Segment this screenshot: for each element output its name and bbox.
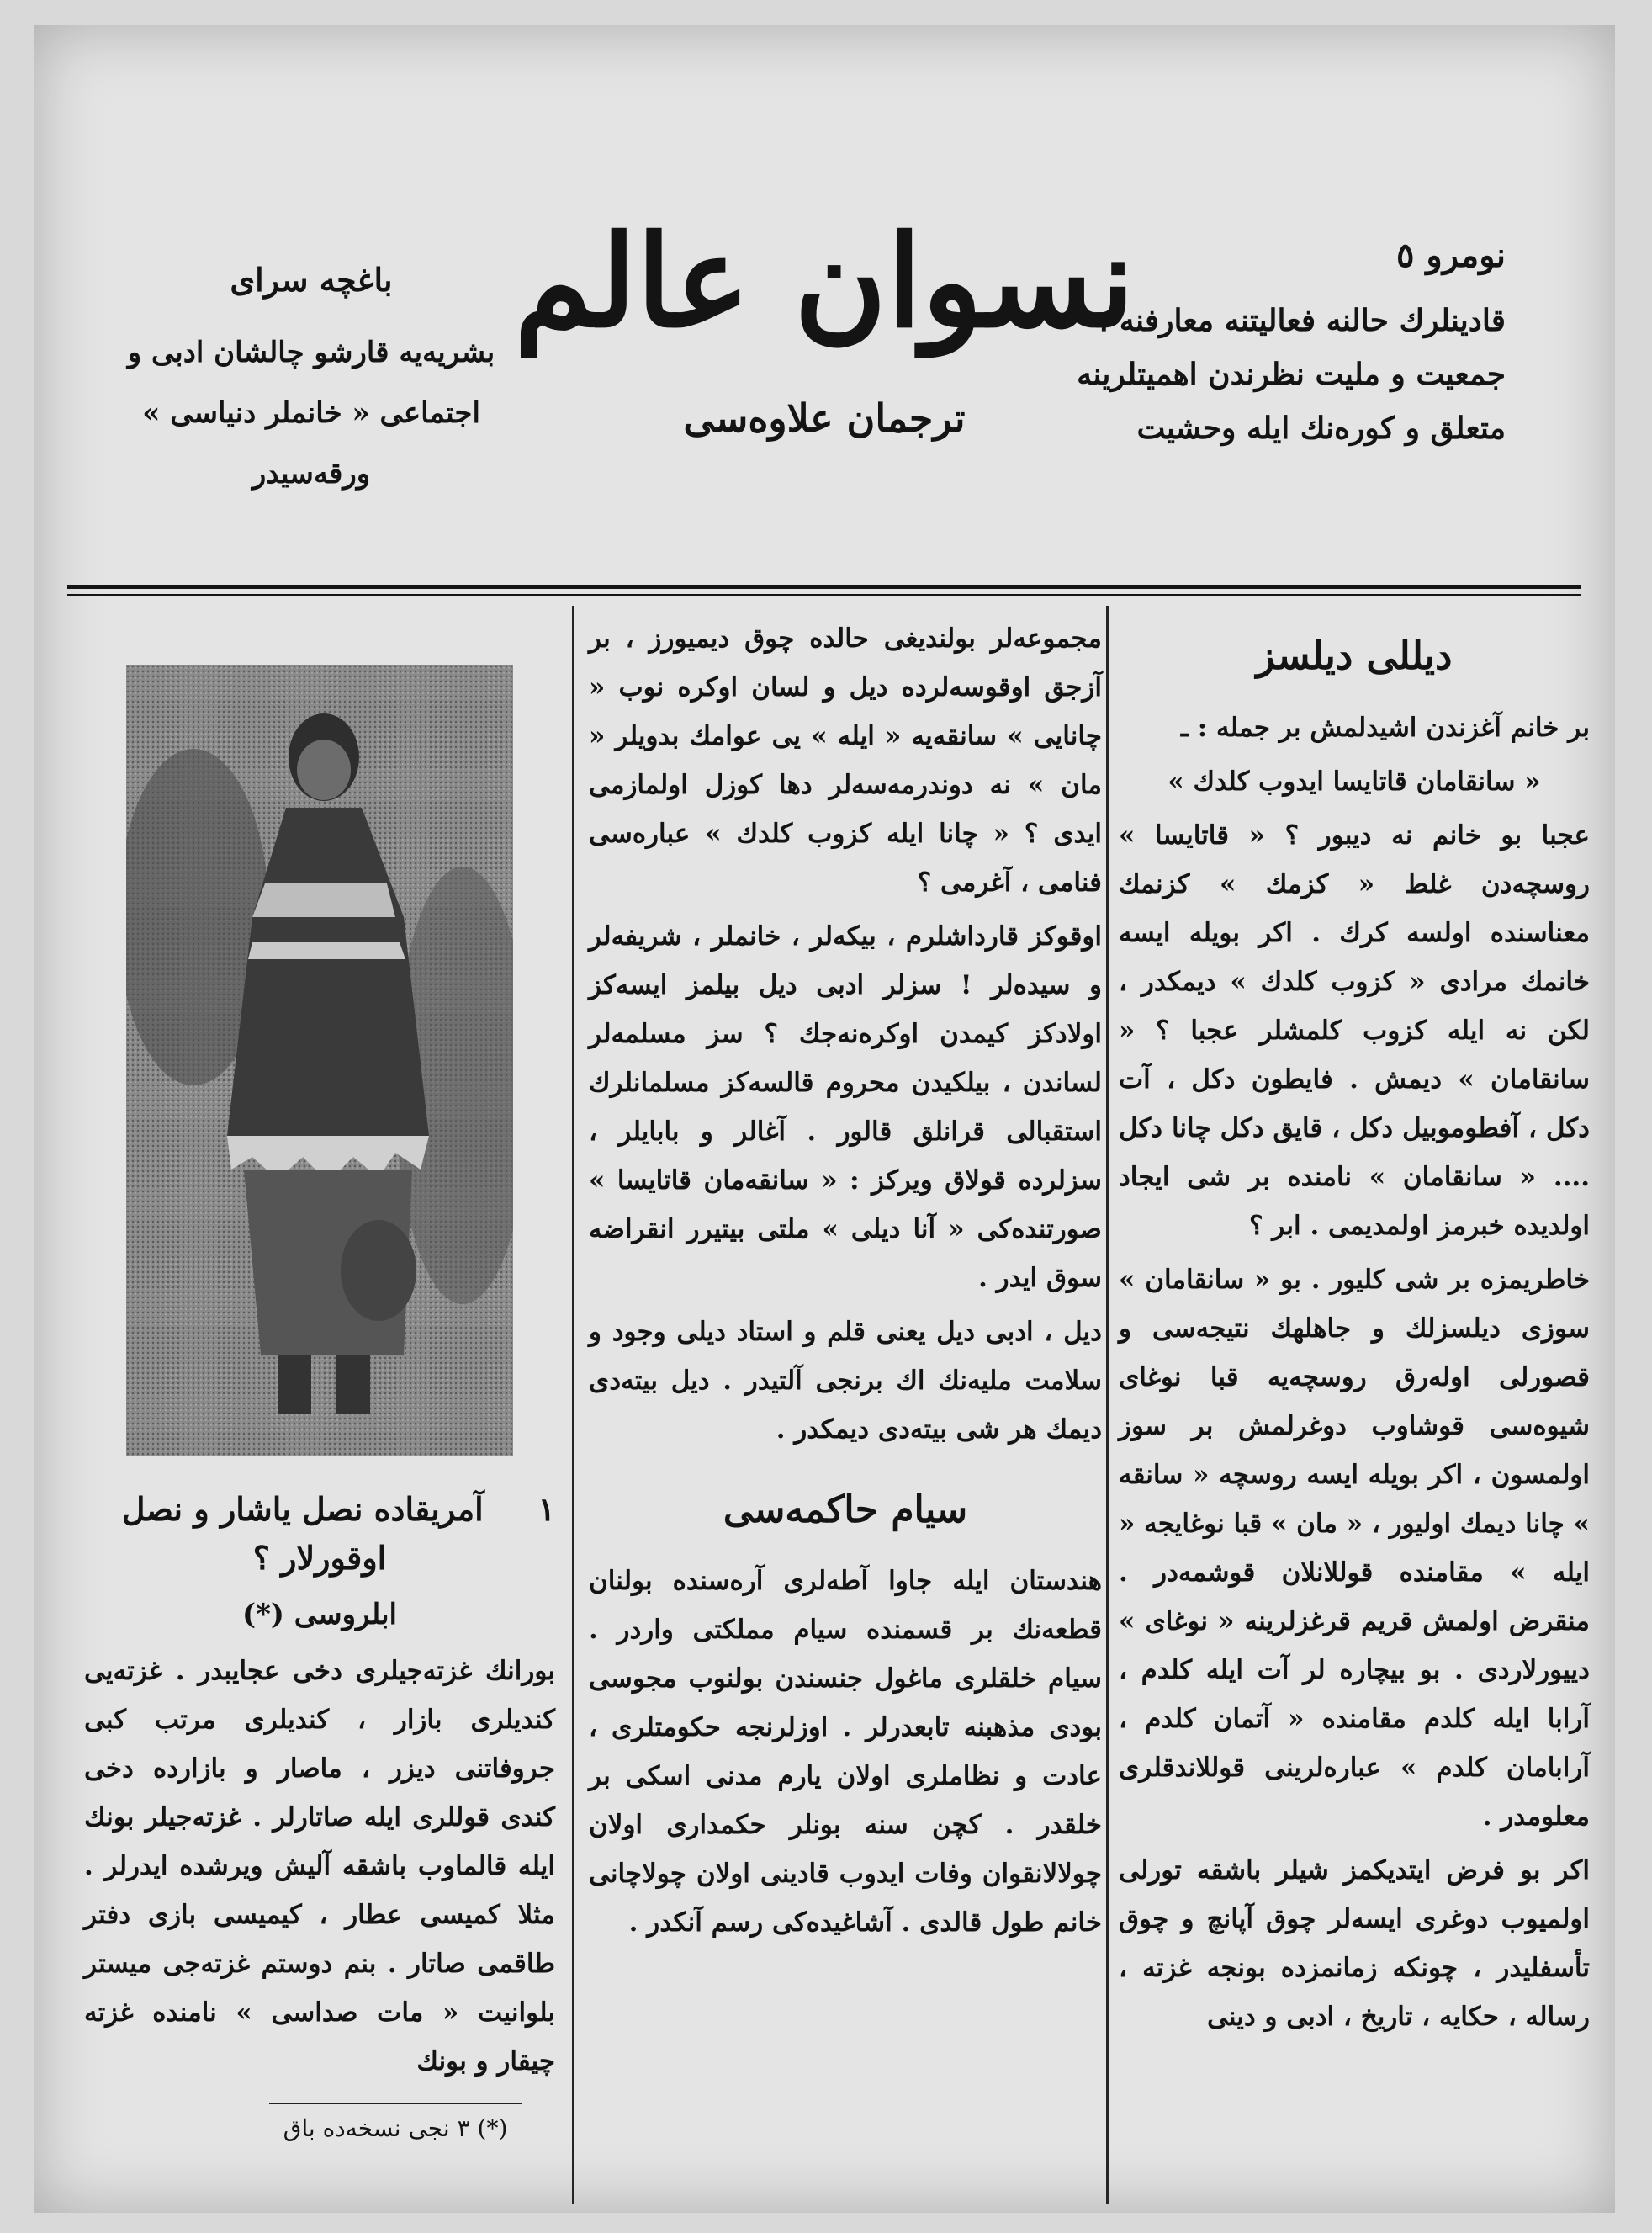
right-column bbox=[1119, 614, 1590, 2046]
article-paragraph: اوقوكز قارداشلرم ، بیكه‌لر ، خانملر ، شریفه‌لر و سیده‌لر ! سزلر ادبی دیل بیلمز ایسه‌كز اولادكز كیمدن اوكره‌نه‌جك ؟ سز مسلمه‌لر لساندن ، بیلكیدن محروم قالسه‌كز مسلمانلرك استقبالی قرانلق قالور . آغالر و بابایلر ، سزلرده قولاق ویركز : « سانقه‌مان قاتایسا » صورتنده‌كی « آنا دیلی » ملتی بیتیرر انقراضه سوق ایدر . bbox=[589, 921, 1102, 1293]
newspaper-page bbox=[34, 25, 1615, 2213]
publisher-line: اجتماعی « خانملر دنیاسی » bbox=[142, 396, 480, 430]
article-quote: « سانقامان قاتایسا ایدوب كلدك » bbox=[1168, 766, 1541, 797]
masthead-rule-thin bbox=[67, 594, 1581, 596]
middle-column bbox=[589, 614, 1102, 1952]
issue-number: نومرو ٥ bbox=[1395, 236, 1506, 275]
footnote: (*) ٣ نجی نسخه‌ده باق bbox=[269, 2103, 522, 2142]
article-paragraph: هندستان ایله جاوا آطه‌لری آره‌سنده بولنان قطعه‌نك بر قسمنده سیام مملكتی واردر . سیام خلقلری ماغول جنسندن بولنوب مجوسی بودی مذهبنه تابعدرلر . اوزلرنجه حكومتلری ، عادت و نظاملری اولان یارم مدنی اسكی بر خلقدر . كچن سنه بونلر حكمداری اولان چولالانقوان وفات ایدوب قادینی اولان چولاچانی خانم طول قالدی . آشاغیده‌كی رسم آنكدر . bbox=[589, 1566, 1102, 1938]
issue-line: جمعیت و ملیت نظرندن اهمیتلرینه bbox=[1077, 357, 1506, 392]
masthead bbox=[34, 25, 1615, 581]
title-block bbox=[505, 202, 1144, 471]
caption-text: آمریقاده نصل یاشار و نصل اوقورلار ؟ bbox=[121, 1490, 484, 1577]
issue-line: متعلق و كوره‌نك ایله وحشیت bbox=[1136, 411, 1506, 446]
newspaper-subtitle: ترجمان‌ علاوه‌سی bbox=[683, 395, 966, 441]
publisher-line: ورقه‌سیدر bbox=[252, 457, 371, 491]
article-author: ابلروسی (*) bbox=[242, 1598, 397, 1631]
article-paragraph: اكر بو فرض ایتدیكمز شیلر باشقه تورلی اولمیوب دوغری ایسه‌لر چوق آپانچ و چوق تأسفلیدر ، چونكه زمانمزده بونجه غزته ، رساله ، حكایه ، تاریخ ، ادبی و دینی bbox=[1119, 1855, 1590, 2032]
publisher-place: باغچه سرای bbox=[230, 261, 393, 299]
article-paragraph: خاطریمزه بر شی كلیور . بو « سانقامان » سوزی دیلسزلك و جاهلهك نتیجه‌سی و قصورلی اولەرق روسچه‌یه قبا نوغای شیوه‌سی قوشاوب دوغرلمش بر سوز اولمسون ، اكر بویله ایسه روسچه « سانقه » چانا دیمك اولیور ، « مان » قبا نوغایجه « ایله » مقامنده قوللانلان قوشمه‌در . منقرض اولمش قریم قرغزلرینه « نوغای » دییورلاردی . بو بیچاره لر آت ایله كلدم ، آرابا ایله كلدم مقامنده « آتمان كلدم ، آرابامان كلدم » عباره‌لرینی قوللاندقلری معلومدر . bbox=[1119, 1265, 1590, 1832]
portrait-illustration bbox=[126, 665, 513, 1456]
article-paragraph: مجموعه‌لر بولندیغی حالده چوق دیمیورز ، بر آزجق اوقوسه‌لرده دیل و لسان اوكره نوب « چانایی » سانقه‌یه « ایله » یی عوامك بدویلر « مان » نه دوندرمه‌سه‌لر دها كوزل اولمازمی ایدی ؟ « چانا ایله كزوب كلدك » عباره‌سی فنامی ، آغرمی ؟ bbox=[589, 623, 1102, 898]
caption-title bbox=[84, 1485, 555, 1583]
issue-line: قادینلرك حالنه فعالیتنه معارفنه ، bbox=[1099, 303, 1506, 338]
publisher-line: بشریه‌یه قارشو چالشان ادبی و bbox=[127, 336, 495, 369]
article-paragraph: بر خانم آغزندن اشیدلمش بر جمله : ـ bbox=[1180, 713, 1590, 743]
caption-article bbox=[84, 1485, 555, 2142]
publisher-info bbox=[76, 261, 547, 504]
article-heading: دیللی دیلسز bbox=[1256, 633, 1453, 678]
article-paragraph: عجبا بو خانم نه دیبور ؟ « قاتایسا » روسچه‌دن غلط « كزمك » كزنمك معناسنده اولسه كرك . اكر بویله ایسه خانمك مرادی « كزوب كلدك » دیمكدر ، لكن نه ایله كزوب كلمشلر عجبا ؟ « سانقامان » دیمش . فایطون دكل ، آت دكل ، آفطوموبیل دكل ، قایق دكل چانا دكل .... « سانقامان » نامنده بر شی ایجاد اولدیده خبرمز اولمدیمی . ابر ؟ bbox=[1119, 820, 1590, 1241]
article-paragraph: دیل ، ادبی دیل یعنی قلم و استاد دیلی وجود و سلامت ملیه‌نك اك برنجی آلتیدر . دیل بیته‌دی دیمك هر شی بیته‌دی دیمكدر . bbox=[589, 1317, 1102, 1445]
column-divider bbox=[572, 606, 574, 2204]
portrait-photo bbox=[126, 665, 513, 1456]
caption-number: ١ bbox=[537, 1490, 555, 1528]
article-paragraph: بورانك غزته‌جیلری دخی عجایبدر . غزته‌یی كندیلری بازار ، كندیلری مرتب كبی جروفاتنی دیزر ، ماصار و بازارده دخی كندی قوللری ایله صاتارلر . غزته‌جیلر بونك ایله قالماوب باشقه آلیش ویرشده ایدرلر . مثلا كمیسی عطار ، كیمیسی بازی دفتر طاقمی صاتار . بنم دوستم غزته‌جی میستر بلوانیت « مات صداسی » نامنده غزته چیقار و بونك bbox=[84, 1656, 555, 2077]
column-divider bbox=[1106, 606, 1109, 2204]
article-heading: سیام حاكمه‌سی bbox=[723, 1488, 968, 1531]
masthead-rule bbox=[67, 585, 1581, 589]
newspaper-title: نسوان عالم bbox=[514, 208, 1135, 356]
